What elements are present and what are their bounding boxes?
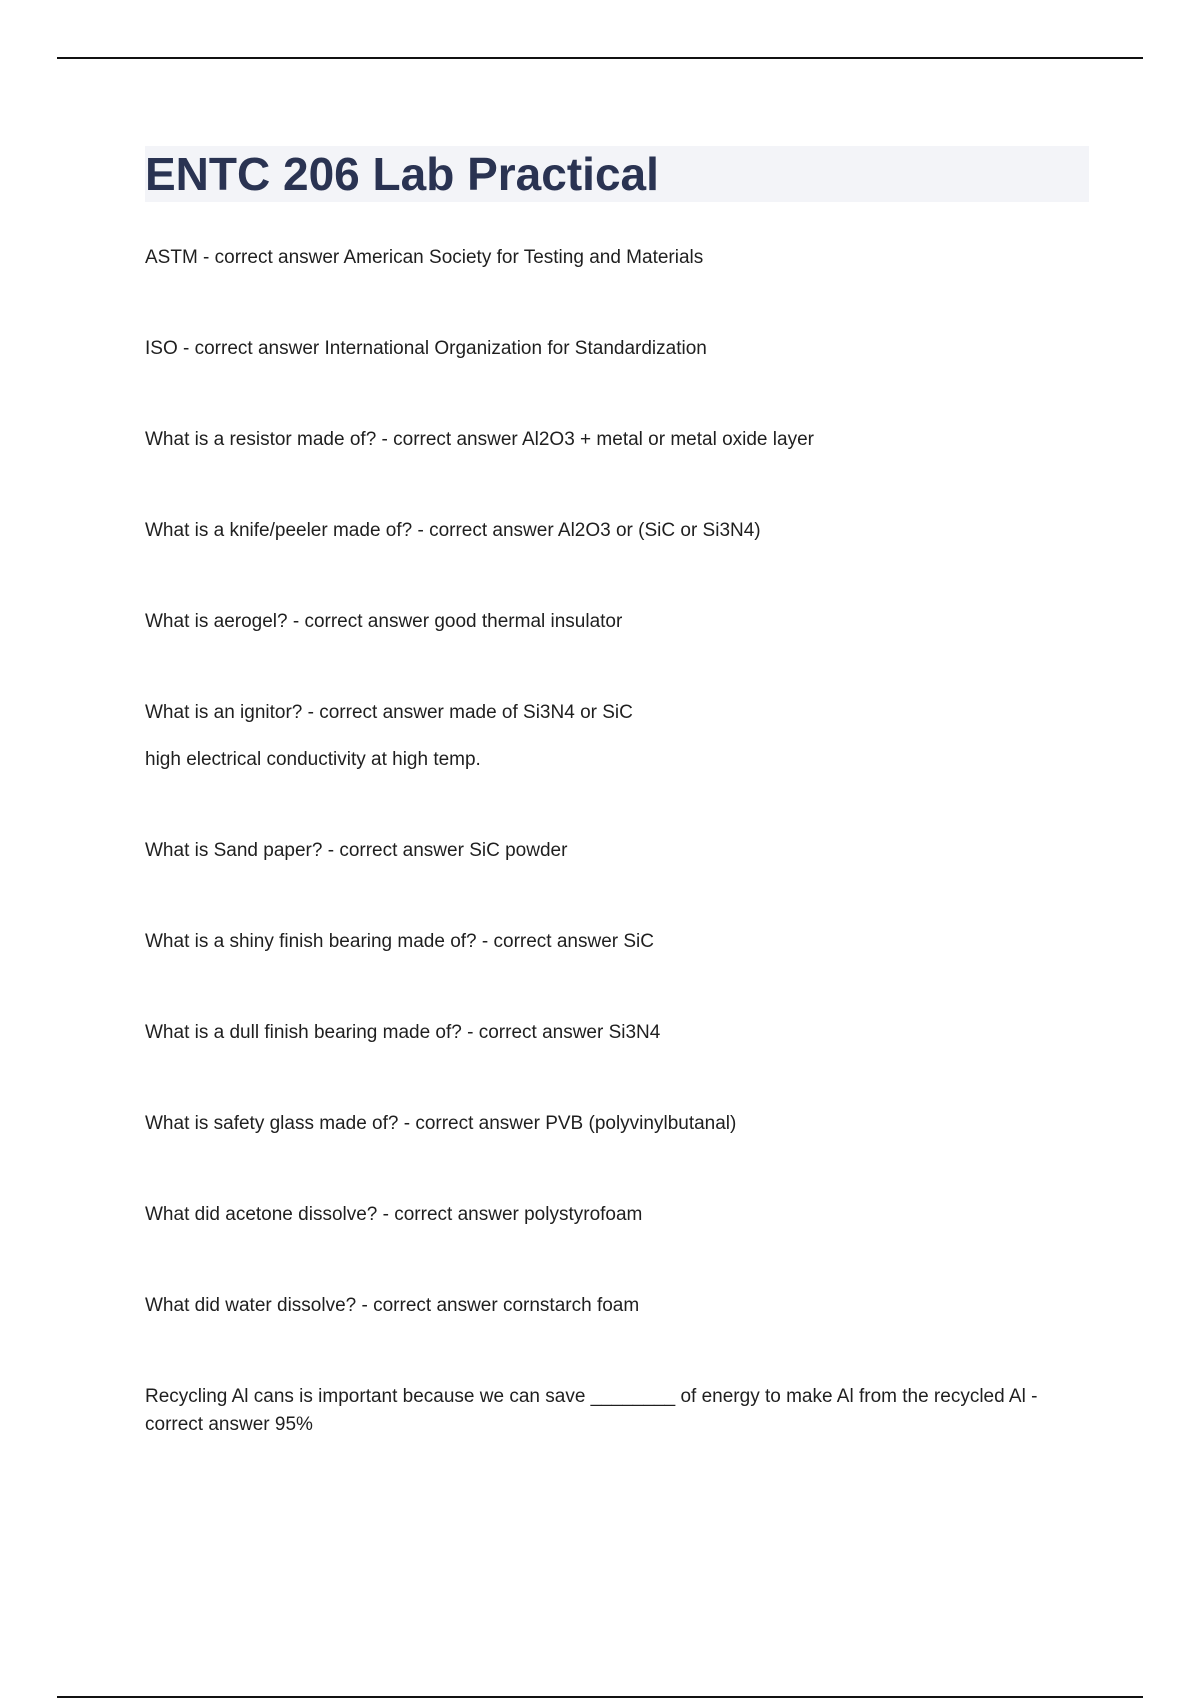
qa-text: What is a shiny finish bearing made of? - correct answer SiC (145, 931, 654, 952)
footer-rule (57, 1696, 1143, 1698)
qa-item-acetone (145, 1201, 1089, 1229)
qa-extra-text: high electrical conductivity at high temp. (145, 749, 481, 770)
qa-text: What is a resistor made of? - correct answer Al2O3 + metal or metal oxide layer (145, 429, 814, 450)
qa-item-knife (145, 517, 1089, 545)
qa-list (145, 244, 1089, 1502)
qa-item-iso (145, 335, 1089, 363)
qa-item-astm (145, 244, 1089, 272)
qa-text: What is Sand paper? - correct answer SiC powder (145, 840, 568, 861)
qa-item-water (145, 1292, 1089, 1320)
qa-text: What is safety glass made of? - correct answer PVB (polyvinylbutanal) (145, 1113, 737, 1134)
qa-text: What is aerogel? - correct answer good thermal insulator (145, 611, 623, 632)
qa-item-ignitor (145, 699, 1089, 774)
qa-item-resistor (145, 426, 1089, 454)
qa-item-aerogel (145, 608, 1089, 636)
qa-item-recycling (145, 1383, 1089, 1439)
qa-text: What is an ignitor? - correct answer made of Si3N4 or SiC (145, 702, 633, 723)
qa-text: ASTM - correct answer American Society for Testing and Materials (145, 247, 704, 268)
qa-text: What did acetone dissolve? - correct answer polystyrofoam (145, 1204, 643, 1225)
qa-text: What is a knife/peeler made of? - correct answer Al2O3 or (SiC or Si3N4) (145, 520, 761, 541)
qa-item-sandpaper (145, 837, 1089, 865)
qa-text: What is a dull finish bearing made of? - correct answer Si3N4 (145, 1022, 661, 1043)
qa-item-safety-glass (145, 1110, 1089, 1138)
qa-item-shiny-bearing (145, 928, 1089, 956)
qa-item-dull-bearing (145, 1019, 1089, 1047)
qa-text: Recycling Al cans is important because we can save ________ of energy to make Al from the recycled Al - correct answer 95% (145, 1386, 1038, 1435)
qa-text: What did water dissolve? - correct answer cornstarch foam (145, 1295, 640, 1316)
page-title: ENTC 206 Lab Practical (145, 148, 659, 200)
qa-text: ISO - correct answer International Organization for Standardization (145, 338, 707, 359)
header-rule (57, 57, 1143, 59)
